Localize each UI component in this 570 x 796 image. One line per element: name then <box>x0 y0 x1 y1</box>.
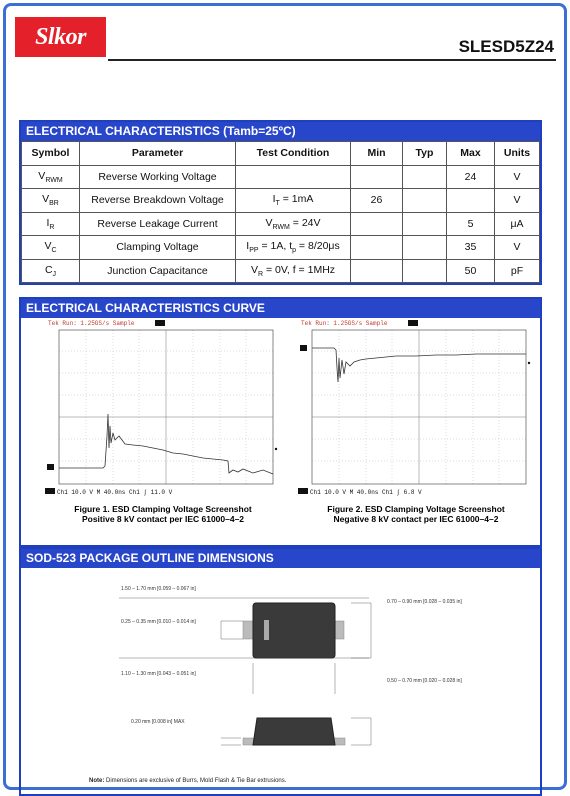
cell-min <box>351 259 403 283</box>
cell-units: V <box>495 236 540 260</box>
cell-max <box>447 189 495 213</box>
cell-typ <box>403 259 447 283</box>
cell-max: 50 <box>447 259 495 283</box>
section-title: SOD-523 PACKAGE OUTLINE DIMENSIONS <box>21 549 540 568</box>
cell-symbol: $C_J$ <box>22 259 80 283</box>
package-drawing <box>21 568 540 794</box>
figure-caption-2 <box>296 504 536 524</box>
header-units: Units <box>495 142 540 166</box>
electrical-table <box>21 141 540 283</box>
header-parameter: Parameter <box>80 142 236 166</box>
cell-test-condition: $V_R = 0V$, f = 1MHz <box>236 259 351 283</box>
table-row <box>22 259 540 283</box>
cell-min: 26 <box>351 189 403 213</box>
cell-typ <box>403 236 447 260</box>
package-note <box>89 778 286 784</box>
cell-test-condition: $I_T = 1mA$ <box>236 189 351 213</box>
cell-max: 35 <box>447 236 495 260</box>
table-row <box>22 189 540 213</box>
caption-line: Figure 1. ESD Clamping Voltage Screenshot <box>74 504 252 514</box>
figure-caption-1 <box>43 504 283 524</box>
caption-line: Negative 8 kV contact per IEC 61000–4–2 <box>333 514 499 524</box>
part-number: SLESD5Z24 <box>458 37 554 56</box>
cell-min <box>351 212 403 236</box>
dim-height: 0.50 – 0.70 mm [0.020 – 0.028 in] <box>387 678 462 684</box>
dim-lead-thickness: 0.20 mm [0.008 in] MAX <box>131 719 185 725</box>
dim-body-width: 0.70 – 0.90 mm [0.028 – 0.035 in] <box>387 599 462 605</box>
cell-min <box>351 165 403 189</box>
scope-header: Tek Run: 1.25GS/s Sample <box>48 320 135 327</box>
cell-parameter: Reverse Breakdown Voltage <box>80 189 236 213</box>
dim-width: 1.50 – 1.70 mm [0.059 – 0.067 in] <box>121 586 196 592</box>
cell-max: 5 <box>447 212 495 236</box>
cell-units: V <box>495 189 540 213</box>
table-row <box>22 236 540 260</box>
cell-typ <box>403 189 447 213</box>
header-symbol: Symbol <box>22 142 80 166</box>
cell-symbol: $V_C$ <box>22 236 80 260</box>
scope-footer: Ch1 10.0 V M 40.0ns Ch1 ∫ 6.8 V <box>310 489 422 496</box>
cell-parameter: Clamping Voltage <box>80 236 236 260</box>
section-title: ELECTRICAL CHARACTERISTICS (Tamb=25ºC) <box>21 122 540 141</box>
table-row <box>22 165 540 189</box>
package-section <box>19 547 542 796</box>
header-min: Min <box>351 142 403 166</box>
cell-typ <box>403 212 447 236</box>
cell-test-condition <box>236 165 351 189</box>
caption-line: Figure 2. ESD Clamping Voltage Screenshot <box>327 504 505 514</box>
header-typ: Typ <box>403 142 447 166</box>
cell-parameter: Reverse Working Voltage <box>80 165 236 189</box>
header-test-condition: Test Condition <box>236 142 351 166</box>
dim-lead-width: 0.25 – 0.35 mm [0.010 – 0.014 in] <box>121 619 196 625</box>
cell-test-condition: $V_{RWM} = 24V$ <box>236 212 351 236</box>
cell-max: 24 <box>447 165 495 189</box>
cell-symbol: $I_R$ <box>22 212 80 236</box>
note-text: Dimensions are exclusive of Burrs, Mold Flash & Tie Bar extrusions. <box>104 778 287 784</box>
cell-symbol: $V_{BR}$ <box>22 189 80 213</box>
scope-header: Tek Run: 1.25GS/s Sample <box>301 320 388 327</box>
note-label: Note: <box>89 778 105 784</box>
brand-logo: Slkor <box>15 17 106 57</box>
cell-parameter: Junction Capacitance <box>80 259 236 283</box>
caption-line: Positive 8 kV contact per IEC 61000–4–2 <box>81 514 245 524</box>
dim-body-length: 1.10 – 1.30 mm [0.043 – 0.051 in] <box>121 671 196 677</box>
cell-min <box>351 236 403 260</box>
cell-units: μA <box>495 212 540 236</box>
scope-screenshot-positive <box>43 318 281 502</box>
cell-units: pF <box>495 259 540 283</box>
section-title: ELECTRICAL CHARACTERISTICS CURVE <box>21 299 540 318</box>
table-row <box>22 212 540 236</box>
header-max: Max <box>447 142 495 166</box>
cell-symbol: $V_{RWM}$ <box>22 165 80 189</box>
curve-section <box>19 297 542 547</box>
scope-footer: Ch1 10.0 V M 40.0ns Ch1 ∫ 11.0 V <box>57 489 173 496</box>
header-divider <box>108 59 556 61</box>
cell-test-condition: $I_{PP} = 1A$, $t_p = 8/20\mu s$ <box>236 236 351 260</box>
cell-typ <box>403 165 447 189</box>
table-header-row <box>22 142 540 166</box>
cell-parameter: Reverse Leakage Current <box>80 212 236 236</box>
cell-units: V <box>495 165 540 189</box>
electrical-characteristics-section <box>19 120 542 285</box>
scope-screenshot-negative <box>296 318 534 502</box>
